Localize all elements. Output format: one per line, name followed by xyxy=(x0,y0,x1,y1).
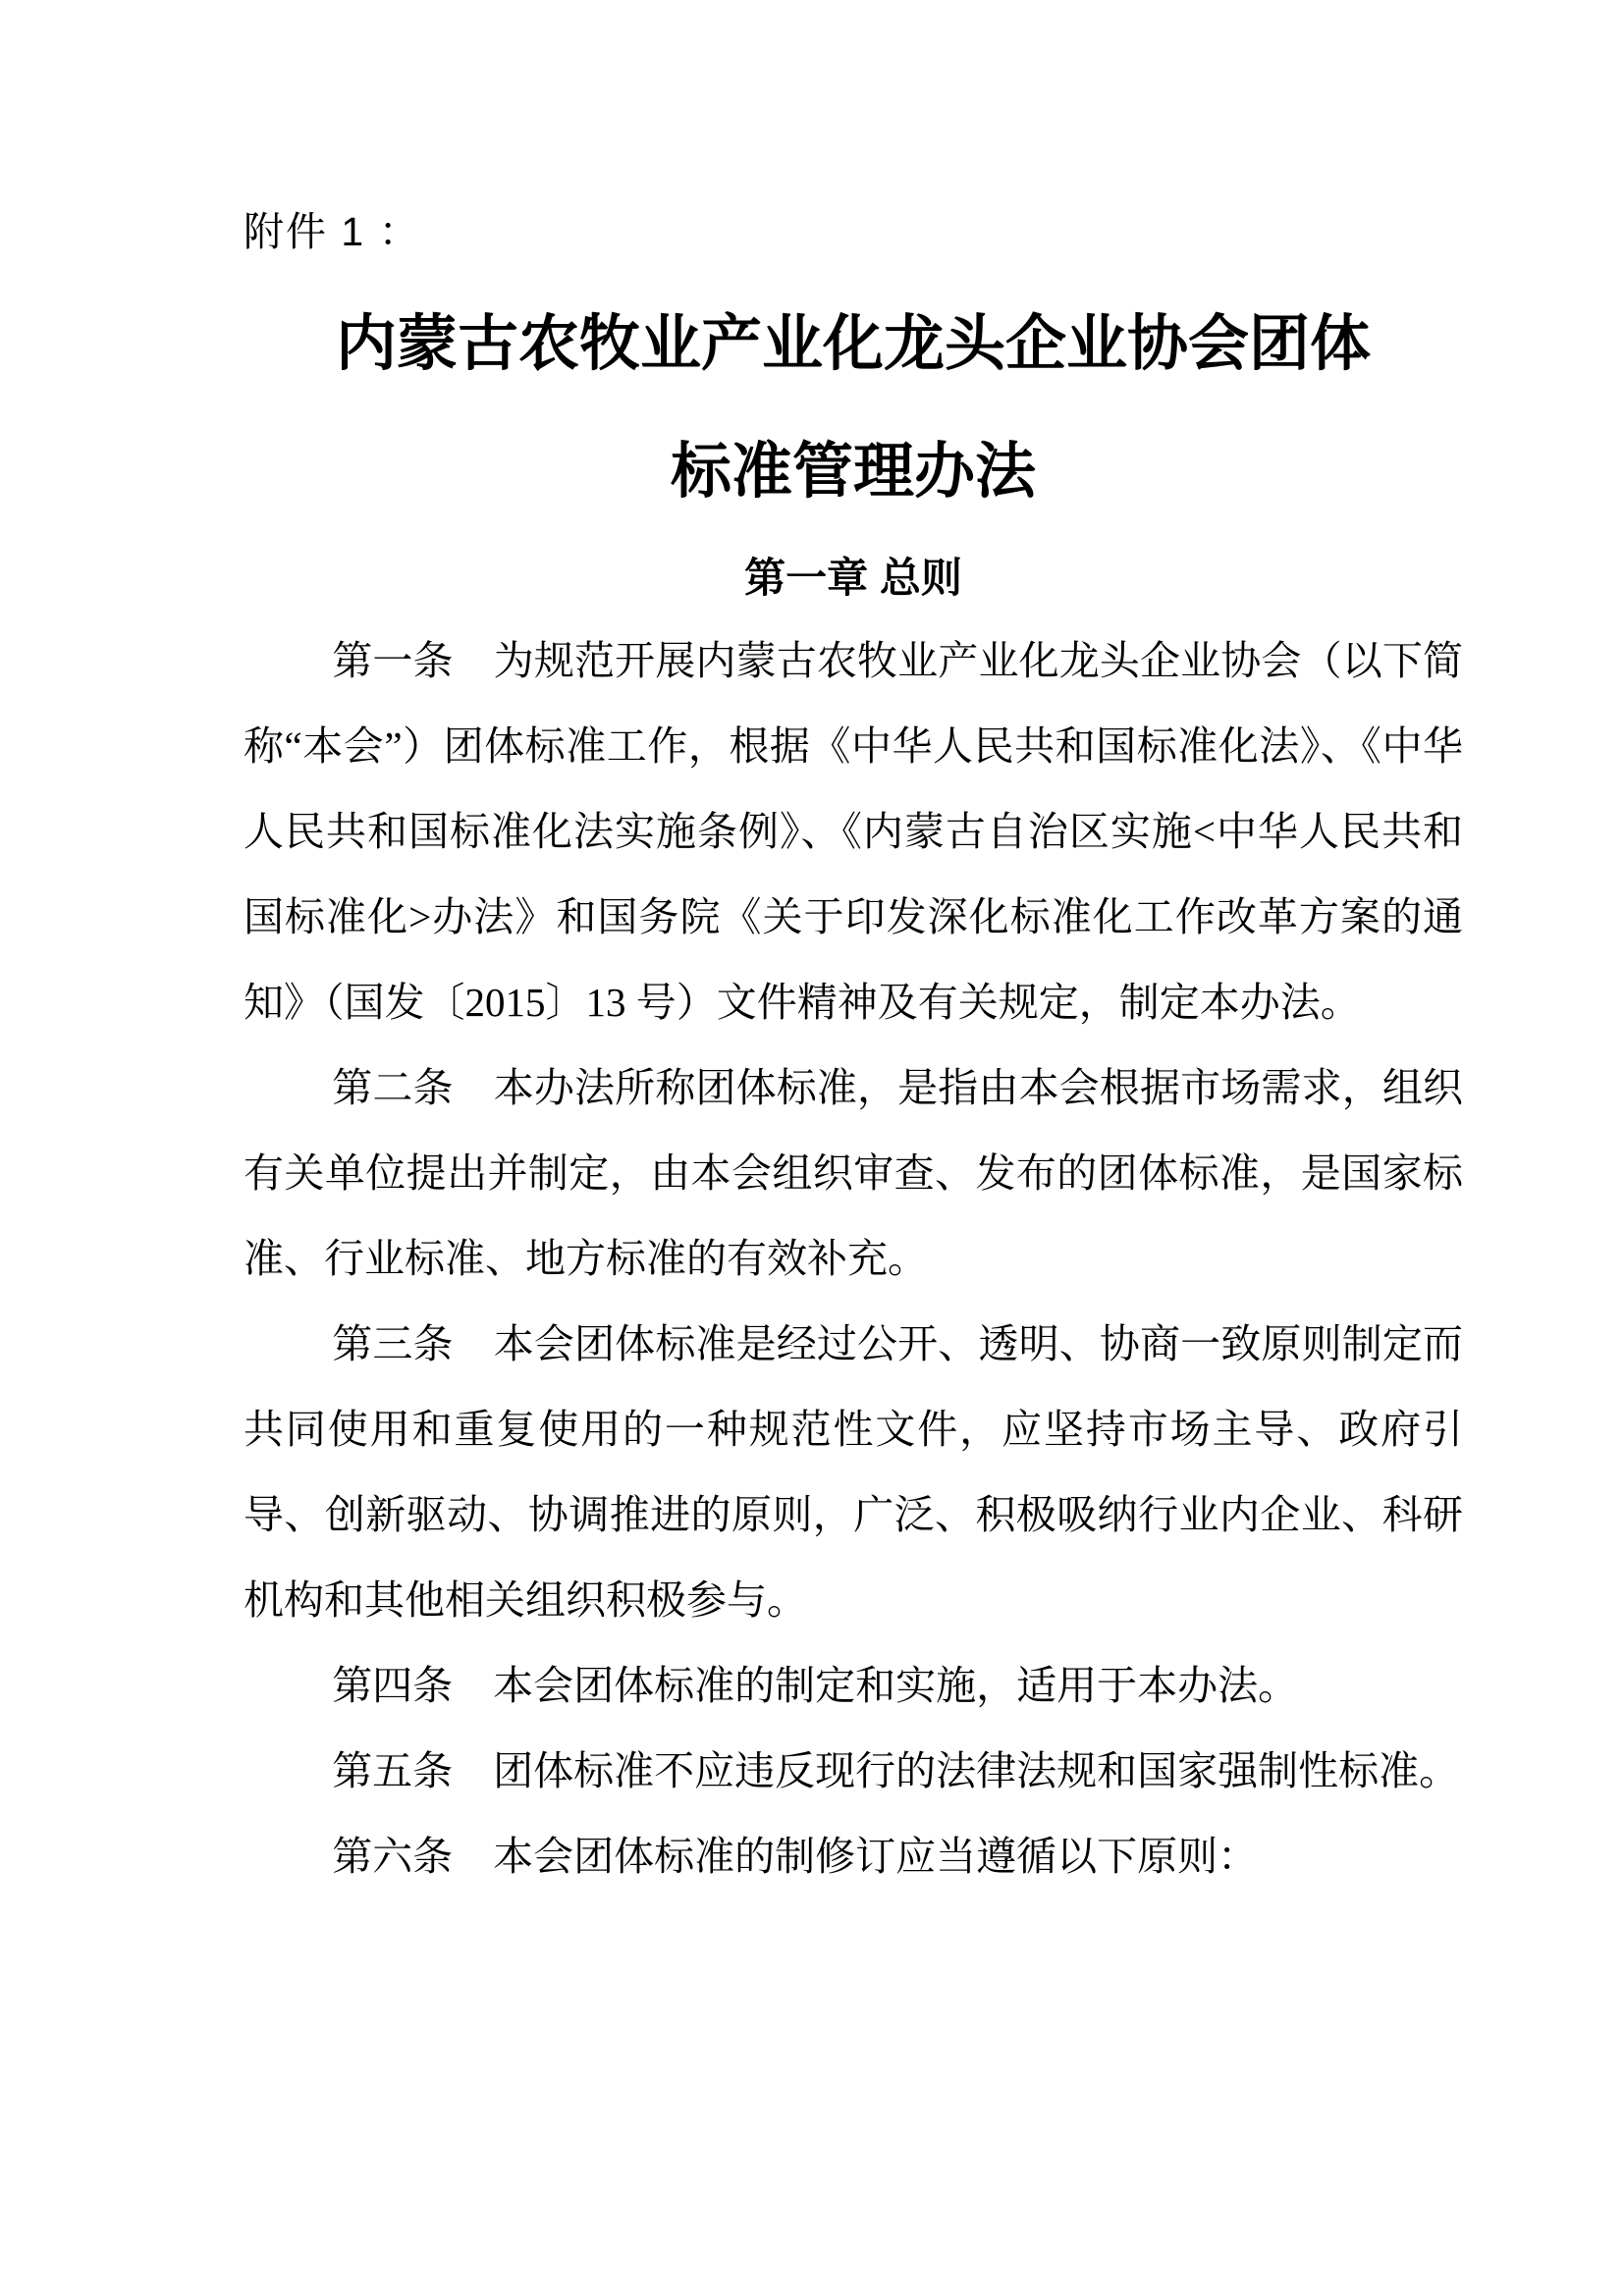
chapter-heading: 第一章 总则 xyxy=(744,555,962,601)
body-paragraph-article-6: 第六条 本会团体标准的制修订应当遵循以下原则： xyxy=(332,1834,1259,1879)
body-paragraph-article-5: 第五条 团体标准不应违反现行的法律法规和国家强制性标准。 xyxy=(332,1748,1460,1793)
document-title-line-2: 标准管理办法 xyxy=(670,439,1036,506)
body-paragraph-article-4: 第四条 本会团体标准的制定和实施，适用于本办法。 xyxy=(332,1663,1299,1708)
document-title xyxy=(244,281,1463,536)
attachment-label: 附件 1 ： xyxy=(244,209,421,254)
body-paragraph-article-3: 第三条 本会团体标准是经过公开、透明、协商一致原则制定而共同使用和重复使用的一种规范性文件，应坚持市场主导、政府引导、创新驱动、协调推进的原则，广泛、积极吸纳行业内企业、科研机构和其他相关组织积极参与。 xyxy=(244,1321,1463,1623)
body-paragraph-article-1: 第一条 为规范开展内蒙古农牧业产业化龙头企业协会（以下简称“本会”）团体标准工作，根据《中华人民共和国标准化法》、《中华人民共和国标准化法实施条例》、《内蒙古自治区实施<中华人民共和国标准化>办法》和国务院《关于印发深化标准化工作改革方案的通知》（国发〔2015〕13 号）文件精神及有关规定，制定本办法。 xyxy=(244,638,1463,1025)
document-body xyxy=(244,618,1463,1899)
document-title-line-1: 内蒙古农牧业产业化龙头企业协会团体 xyxy=(335,311,1371,378)
body-paragraph-article-2: 第二条 本办法所称团体标准，是指由本会根据市场需求，组织有关单位提出并制定，由本会组织审查、发布的团体标准，是国家标准、行业标准、地方标准的有效补充。 xyxy=(244,1065,1463,1281)
